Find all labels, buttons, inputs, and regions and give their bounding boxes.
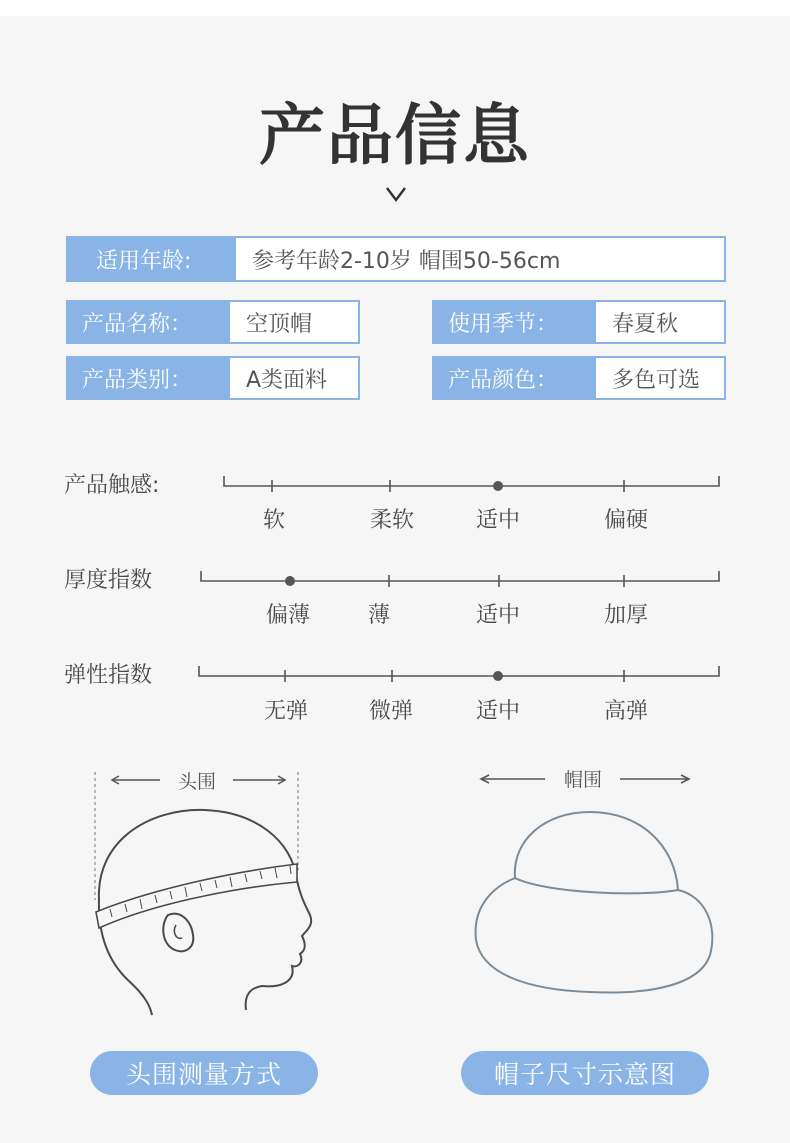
info-season-value: 春夏秋: [612, 311, 679, 337]
scale-elasticity-tick: 微弹: [368, 699, 414, 724]
info-season-label: 使用季节：: [434, 302, 596, 342]
info-age-value: 参考年龄2-10岁 帽围50-56cm: [252, 248, 561, 274]
info-color-label: 产品颜色：: [434, 358, 596, 398]
scale-touch-tick: 软: [262, 508, 286, 533]
scale-thickness-tick: 偏薄: [265, 603, 311, 628]
scale-elasticity-tick: 高弹: [603, 699, 649, 724]
scale-thickness-tick: 薄: [367, 603, 391, 628]
scale-touch-tick: 适中: [475, 508, 521, 533]
info-color-value: 多色可选: [612, 367, 701, 393]
info-category-value: A类面料: [246, 367, 328, 393]
hat-size-caption: 帽子尺寸示意图: [461, 1051, 709, 1095]
head-measure-caption: 头围测量方式: [90, 1051, 318, 1095]
scale-thickness-tick: 加厚: [603, 603, 649, 628]
scale-touch-label: 产品触感:: [64, 473, 160, 498]
hat-circumference-label: 帽围: [563, 769, 603, 791]
info-name-value: 空顶帽: [246, 311, 313, 337]
scale-elasticity-tick: 适中: [475, 699, 521, 724]
head-circumference-label: 头围: [177, 771, 217, 793]
page-title: 产品信息: [259, 97, 531, 174]
scale-touch-tick: 柔软: [369, 508, 415, 533]
scale-elasticity-tick: 无弹: [263, 699, 309, 724]
scale-thickness-tick: 适中: [475, 603, 521, 628]
scale-thickness-label: 厚度指数: [64, 568, 153, 593]
info-name-label: 产品名称：: [68, 302, 230, 342]
info-age-label: 适用年龄:: [68, 238, 236, 280]
scale-touch-tick: 偏硬: [603, 508, 649, 533]
info-category-label: 产品类别：: [68, 358, 230, 398]
scale-elasticity-label: 弹性指数: [64, 663, 153, 688]
